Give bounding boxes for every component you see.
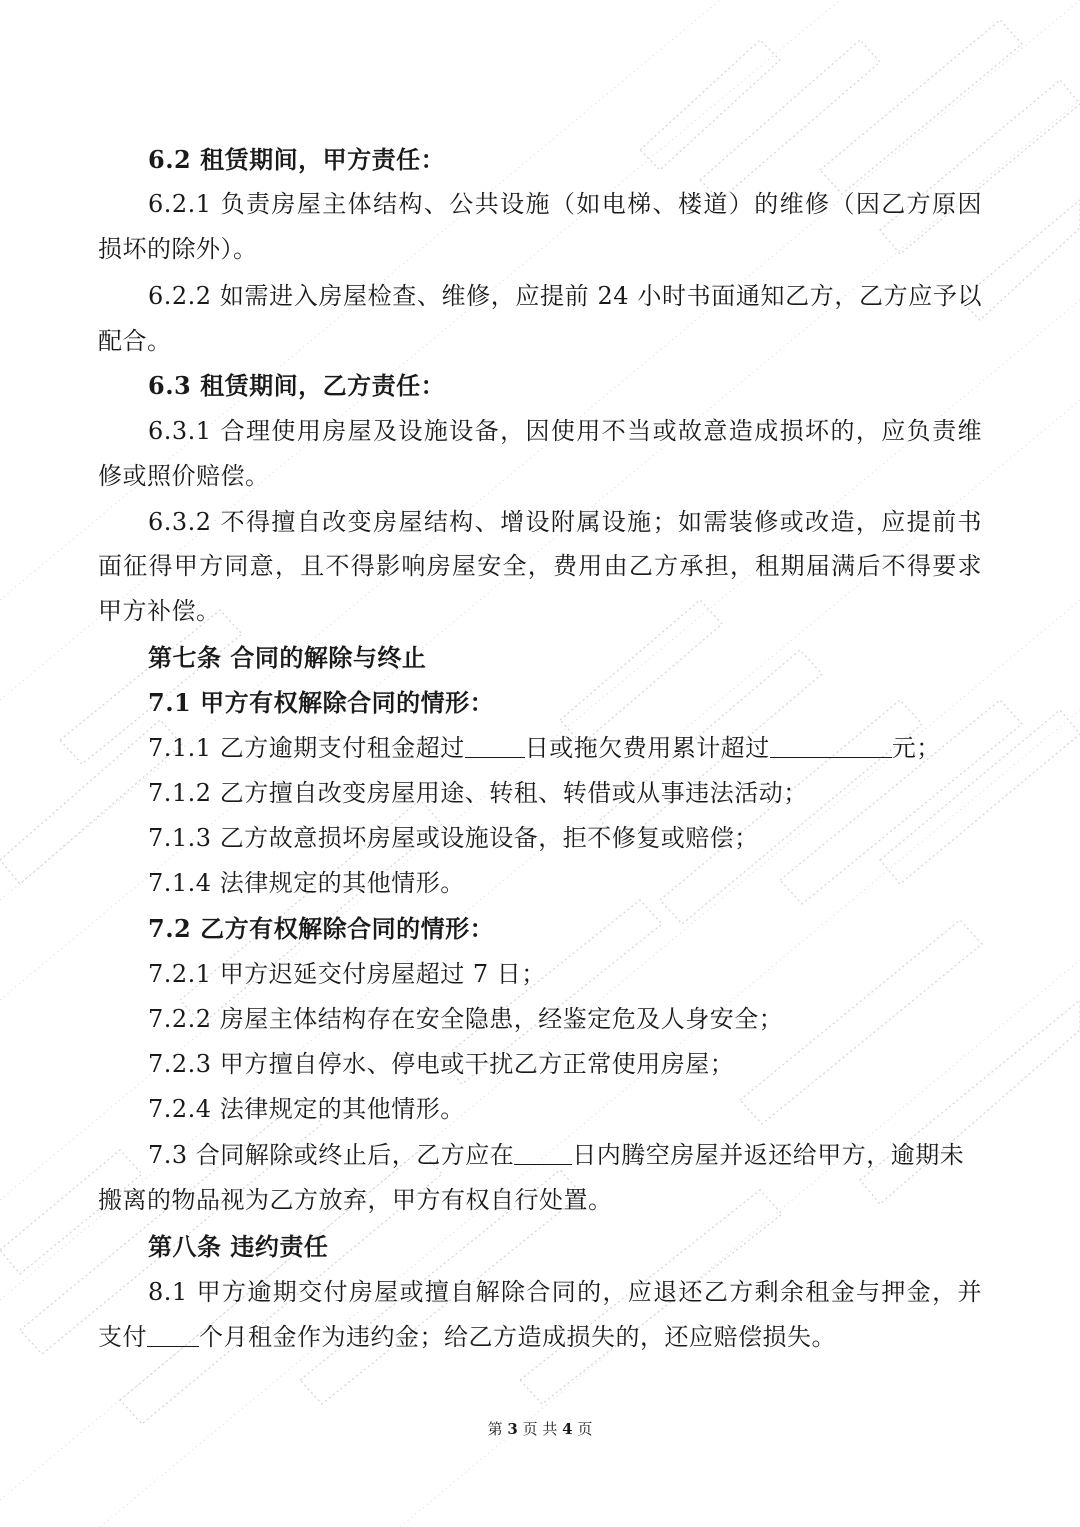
- footer-middle: 页 共: [522, 1420, 558, 1438]
- footer-suffix: 页: [577, 1420, 593, 1438]
- footer-prefix: 第: [487, 1420, 503, 1438]
- current-page-number: 3: [507, 1420, 518, 1438]
- clause-7-1-3: 7.1.3 乙方故意损坏房屋或设施设备，拒不修复或赔偿；: [148, 824, 759, 852]
- clause-7-3-text-b: 日内腾空房屋并返还给甲方，逾期未: [572, 1141, 965, 1169]
- clause-6-3-2-line-1: 6.3.2 不得擅自改变房屋结构、增设附属设施；如需装修或改造，应提前书: [148, 508, 982, 536]
- clause-7-3-line-2: 搬离的物品视为乙方放弃，甲方有权自行处置。: [98, 1186, 613, 1214]
- clause-7-3-line-1: [148, 1138, 982, 1172]
- clause-8-1-text-b: 个月租金作为违约金；给乙方造成损失的，还应赔偿损失。: [199, 1323, 836, 1351]
- page-footer: [0, 1418, 1080, 1440]
- clause-6-2-1-line-2: 损坏的除外）。: [98, 235, 258, 263]
- section-6-2-heading: 6.2 租赁期间，甲方责任：: [148, 145, 446, 174]
- clause-6-3-1-line-1: 6.3.1 合理使用房屋及设施设备，因使用不当或故意造成损坏的，应负责维: [148, 417, 982, 445]
- blank-vacate-days-field[interactable]: [514, 1140, 572, 1165]
- clause-8-1-line-2: [98, 1320, 982, 1354]
- clause-8-1-line-1: 8.1 甲方逾期交付房屋或擅自解除合同的，应退还乙方剩余租金与押金，并: [148, 1278, 982, 1306]
- blank-months-field[interactable]: [147, 1322, 199, 1347]
- clause-7-1-2: 7.1.2 乙方擅自改变房屋用途、转租、转借或从事违法活动；: [148, 779, 808, 807]
- section-6-3-heading: 6.3 租赁期间，乙方责任：: [148, 371, 446, 400]
- clause-7-1-1-text-b: 日或拖欠费用累计超过: [524, 734, 770, 762]
- blank-amount-field[interactable]: [770, 733, 892, 758]
- clause-6-3-2-line-3: 甲方补偿。: [98, 597, 221, 625]
- article-8-title: 第八条 违约责任: [148, 1232, 329, 1261]
- clause-7-1-1-text-a: 7.1.1 乙方逾期支付租金超过: [148, 734, 465, 762]
- clause-7-1-1: [148, 731, 982, 765]
- clause-7-1-4: 7.1.4 法律规定的其他情形。: [148, 869, 465, 897]
- clause-7-2-4: 7.2.4 法律规定的其他情形。: [148, 1095, 465, 1123]
- clause-6-3-2-line-2: 面征得甲方同意，且不得影响房屋安全，费用由乙方承担，租期届满后不得要求: [98, 552, 982, 580]
- clause-7-3-text-a: 7.3 合同解除或终止后，乙方应在: [148, 1141, 515, 1169]
- clause-6-2-2-line-1: 6.2.2 如需进入房屋检查、维修，应提前 24 小时书面通知乙方，乙方应予以: [148, 282, 982, 310]
- clause-7-2-3: 7.2.3 甲方擅自停水、停电或干扰乙方正常使用房屋；: [148, 1050, 735, 1078]
- blank-days-field[interactable]: [465, 733, 525, 758]
- clause-7-2-1: 7.2.1 甲方迟延交付房屋超过 7 日；: [148, 960, 546, 988]
- section-7-1-heading: 7.1 甲方有权解除合同的情形：: [148, 688, 495, 717]
- article-7-title: 第七条 合同的解除与终止: [148, 643, 427, 672]
- total-pages-number: 4: [562, 1420, 573, 1438]
- clause-7-1-1-text-c: 元；: [891, 734, 941, 762]
- clause-6-2-2-line-2: 配合。: [98, 327, 172, 355]
- clause-8-1-text-a: 支付: [98, 1323, 147, 1351]
- clause-7-2-2: 7.2.2 房屋主体结构存在安全隐患，经鉴定危及人身安全；: [148, 1005, 784, 1033]
- section-7-2-heading: 7.2 乙方有权解除合同的情形：: [148, 914, 495, 943]
- clause-6-3-1-line-2: 修或照价赔偿。: [98, 462, 270, 490]
- clause-6-2-1-line-1: 6.2.1 负责房屋主体结构、公共设施（如电梯、楼道）的维修（因乙方原因: [148, 190, 982, 218]
